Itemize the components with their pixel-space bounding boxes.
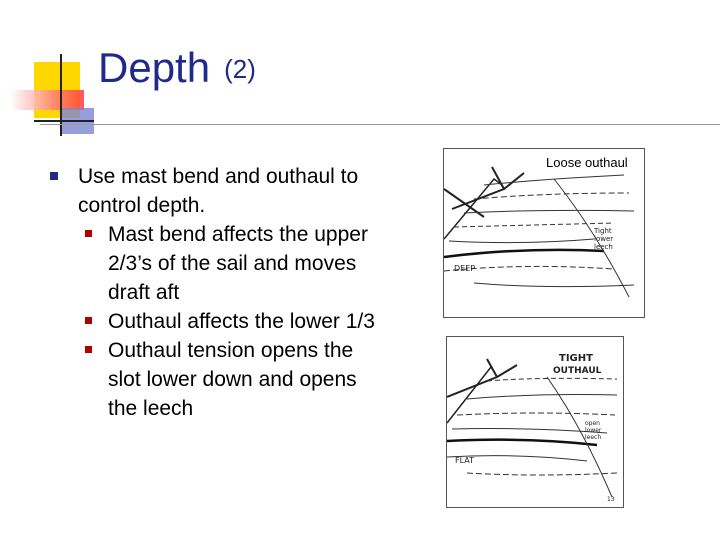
bullet-marker <box>50 172 58 180</box>
depth-label: DEEP <box>454 264 476 273</box>
leech-label-line2: lower <box>594 235 614 243</box>
heading-line2: OUTHAUL <box>553 366 602 376</box>
sub-bullet <box>46 336 376 423</box>
sub-bullet <box>46 220 376 307</box>
sub-bullet-text: Mast bend affects the upper 2/3’s of the sail and moves draft aft <box>108 223 368 304</box>
sub-bullet <box>46 307 376 336</box>
leech-label-line3: leech <box>585 434 602 441</box>
leech-label-line3: leech <box>594 243 613 251</box>
decor-horizontal-line <box>34 120 94 122</box>
sail-sketch-tight-outhaul <box>446 336 624 508</box>
depth-label: FLAT <box>455 456 474 465</box>
leech-label-line1: Tight <box>594 227 612 235</box>
sub-bullet-text: Outhaul tension opens the slot lower down and opens the leech <box>108 339 357 420</box>
sail-sketch-drawing <box>444 149 644 317</box>
leech-label-line2: lower <box>585 427 602 434</box>
decor-red-gradient-bar <box>10 90 84 110</box>
title-text: Depth <box>98 44 211 91</box>
bullet-main-text: Use mast bend and outhaul to control depth. <box>78 165 359 217</box>
sub-bullet-marker <box>85 230 92 237</box>
title-divider <box>40 124 720 125</box>
bullet-main <box>46 162 376 220</box>
bullet-list <box>46 162 376 423</box>
caption-loose-outhaul: Loose outhaul <box>546 155 628 170</box>
slide-title <box>98 44 256 92</box>
page-mark: 13 <box>607 496 615 503</box>
sail-sketch-loose-outhaul <box>443 148 645 318</box>
title-suffix: (2) <box>224 54 256 84</box>
sail-sketch-drawing <box>447 337 623 507</box>
sub-bullet-text: Outhaul affects the lower 1/3 <box>108 310 375 333</box>
sub-bullet-marker <box>85 346 92 353</box>
sub-bullet-marker <box>85 317 92 324</box>
leech-label-line1: open <box>585 420 600 427</box>
heading-line1: TIGHT <box>559 353 593 364</box>
